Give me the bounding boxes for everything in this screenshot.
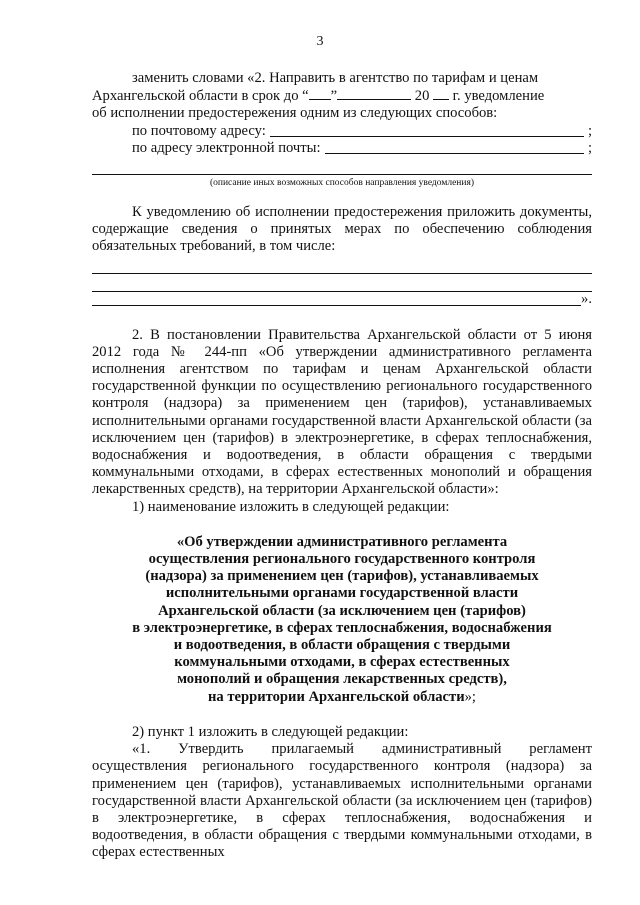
- paragraph-replace-line1: заменить словами «2. Направить в агентство по тарифам и ценам: [132, 70, 539, 86]
- title-line: исполнительными органами государственной власти: [165, 585, 519, 602]
- paragraph-item-1: 1) наименование изложить в следующей редакции:: [132, 498, 450, 515]
- postal-address-blank: [270, 136, 584, 137]
- email-address-row: [92, 140, 592, 157]
- paragraph-deadline-line: [92, 87, 592, 105]
- other-methods-caption: (описание иных возможных способов направления уведомления): [209, 178, 475, 189]
- quote-end-mark: ».: [581, 291, 592, 308]
- title-line: коммунальными отходами, в сферах естественных: [174, 654, 510, 671]
- title-line-last: [104, 689, 580, 706]
- postal-terminator: ;: [587, 122, 592, 139]
- paragraph-methods-line: об исполнении предостережения одним из следующих способов:: [92, 105, 498, 122]
- postal-address-row: [92, 123, 592, 140]
- deadline-text-a: Архангельской области в срок до “: [92, 88, 309, 105]
- title-line: и водоотведения, в области обращения с твердыми: [173, 637, 511, 654]
- paragraph-approve-regulation: «1. Утвердить прилагаемый административный регламент осуществления регионального государственного контроля (надзора) за применением цен (тарифов), устанавливаемых исполнительными органами государственной власти Архангельской области (за исключением цен (тарифов) в электроэнергетике, в сферах теплоснабжения, водоснабжения и водоотведения, в области обращения с твердыми коммунальными отходами, в сферах естественных: [92, 741, 592, 861]
- measures-blank-3-row: [92, 292, 592, 309]
- email-terminator: ;: [587, 139, 592, 156]
- title-line: в электроэнергетике, в сферах теплоснабжения, водоснабжения: [132, 619, 552, 636]
- title-line: осуществления регионального государственного контроля: [148, 551, 536, 568]
- day-blank: [309, 87, 331, 100]
- other-methods-blank: [92, 157, 592, 175]
- paragraph-resolution-2: 2. В постановлении Правительства Архангельской области от 5 июня 2012 года № 244-пп «Об утверждении административного регламента исполнения агентством по тарифам и ценам Архангельской области государственной функции по осуществлению регионального государственного контроля (надзора) за применением цен (тарифов), устанавливаемых исполнительными органами государственной власти Архангельской области (за исключением цен (тарифов) в электроэнергетике, в сферах теплоснабжения, водоснабжения и водоотведения, в области обращения с твердыми коммунальными отходами, в сферах естественных монополий и обращения лекарственных средств), на территории Архангельской области»:: [92, 326, 592, 498]
- title-line: «Об утверждении административного регламента: [176, 533, 508, 550]
- year-blank: [433, 87, 449, 100]
- title-line: монополий и обращения лекарственных средств),: [177, 671, 507, 688]
- page-number: 3: [316, 34, 324, 49]
- postal-address-label: по почтовому адресу:: [132, 122, 266, 139]
- deadline-text-d: г. уведомление: [449, 88, 545, 105]
- document-body: [92, 70, 592, 862]
- measures-blank-3: [92, 305, 581, 306]
- new-title-block: [92, 534, 592, 706]
- title-line: (надзора) за применением цен (тарифов), устанавливаемых: [145, 568, 539, 585]
- measures-blank-1: [92, 256, 592, 274]
- measures-blank-2: [92, 274, 592, 292]
- month-blank: [337, 87, 411, 100]
- deadline-quote-close: ”: [330, 88, 338, 105]
- email-address-blank: [325, 153, 584, 154]
- title-line-last-text: на территории Архангельской области: [208, 688, 465, 705]
- email-address-label: по адресу электронной почты:: [132, 139, 321, 156]
- deadline-year-prefix: 20: [411, 88, 434, 105]
- title-line: Архангельской области (за исключением цен (тарифов): [158, 602, 526, 619]
- paragraph-item-2: 2) пункт 1 изложить в следующей редакции:: [132, 723, 409, 740]
- title-closing: »;: [464, 688, 476, 705]
- paragraph-attach-documents: К уведомлению об исполнении предостережения приложить документы, содержащие сведения о принятых мерах по обеспечению соблюдения обязательных требований, в том числе:: [92, 204, 592, 255]
